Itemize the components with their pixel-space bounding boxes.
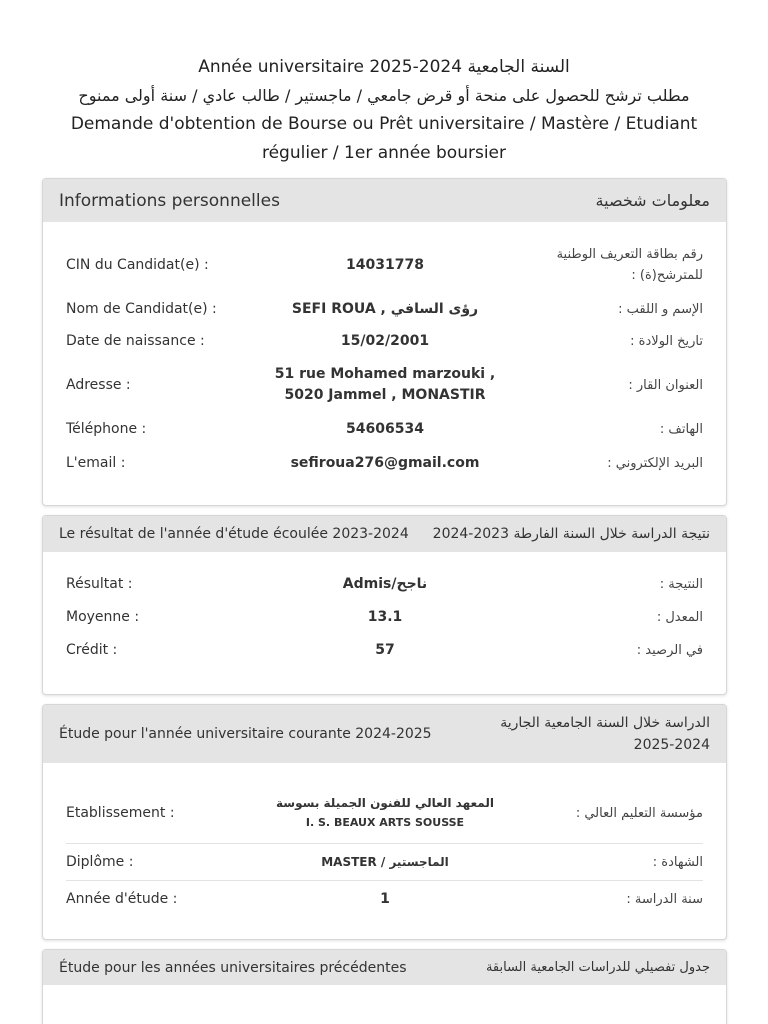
name-label: Nom de Candidat(e) : bbox=[66, 301, 217, 317]
current-year-header bbox=[43, 705, 726, 763]
result-label-ar: النتيجة : bbox=[659, 576, 703, 592]
credit-value: 57 bbox=[375, 641, 395, 658]
birthdate-value: 15/02/2001 bbox=[340, 332, 430, 349]
current-year-title-fr: Étude pour l'année universitaire courante 2024-2025 bbox=[59, 726, 432, 742]
result-header bbox=[43, 516, 726, 552]
diploma-label: Diplôme : bbox=[66, 854, 134, 870]
result-label: Résultat : bbox=[66, 576, 133, 592]
personal-info-header bbox=[43, 179, 726, 222]
average-label-ar: المعدل : bbox=[656, 609, 703, 625]
address-value: 51 rue Mohamed marzouki , 5020 Jammel , MONASTIR bbox=[274, 366, 496, 403]
phone-label: Téléphone : bbox=[66, 421, 147, 437]
study-year-label-ar: سنة الدراسة : bbox=[626, 891, 703, 907]
credit-label-ar: في الرصيد : bbox=[636, 642, 703, 658]
average-value: 13.1 bbox=[367, 608, 403, 625]
result-title-fr: Le résultat de l'année d'étude écoulée 2023-2024 bbox=[59, 526, 409, 542]
establishment-name-ar: المعهد العالي للفنون الجميلة بسوسة bbox=[276, 796, 494, 810]
academic-year-title: Année universitaire 2025-2024 السنة الجامعية bbox=[198, 57, 570, 77]
phone-value: 54606534 bbox=[346, 420, 424, 437]
current-year-card bbox=[42, 704, 727, 940]
diploma-label-ar: الشهادة : bbox=[652, 854, 703, 870]
cin-label-ar: رقم بطاقة التعريف الوطنية للمترشح(ة) : bbox=[556, 247, 703, 283]
address-label: Adresse : bbox=[66, 377, 131, 393]
credit-label: Crédit : bbox=[66, 642, 118, 658]
establishment-label-ar: مؤسسة التعليم العالي : bbox=[575, 805, 703, 821]
cin-label: CIN du Candidat(e) : bbox=[66, 257, 209, 273]
request-title-fr: Demande d'obtention de Bourse ou Prêt universitaire / Mastère / Etudiant régulier / 1er année boursier bbox=[70, 114, 698, 163]
birthdate-label: Date de naissance : bbox=[66, 333, 205, 349]
birthdate-label-ar: تاريخ الولادة : bbox=[630, 333, 703, 349]
result-value: Admis/ناجح bbox=[342, 575, 428, 592]
previous-years-header bbox=[43, 950, 726, 985]
result-card bbox=[42, 515, 727, 695]
previous-years-title-fr: Étude pour les années universitaires précédentes bbox=[59, 959, 407, 976]
result-title-ar: نتيجة الدراسة خلال السنة الفارطة 2023-2024 bbox=[432, 526, 710, 542]
personal-info-title-ar: معلومات شخصية bbox=[595, 191, 710, 210]
personal-info-title-fr: Informations personnelles bbox=[59, 190, 280, 211]
personal-info-card bbox=[42, 178, 727, 506]
previous-years-title-ar: جدول تفصيلي للدراسات الجامعية السابقة bbox=[485, 960, 710, 975]
email-value: sefiroua276@gmail.com bbox=[290, 454, 480, 471]
name-value: SEFI ROUA , رؤى السافي bbox=[291, 300, 479, 317]
divider bbox=[66, 880, 703, 881]
phone-label-ar: الهاتف : bbox=[659, 421, 703, 437]
establishment-value bbox=[253, 793, 517, 833]
name-label-ar: الإسم و اللقب : bbox=[618, 301, 703, 317]
previous-years-card bbox=[42, 949, 727, 1024]
email-label: L'email : bbox=[66, 455, 126, 471]
email-label-ar: البريد الإلكتروني : bbox=[607, 455, 703, 471]
current-year-title-ar: الدراسة خلال السنة الجامعية الجارية 2024-2025 bbox=[500, 715, 710, 753]
average-label: Moyenne : bbox=[66, 609, 140, 625]
establishment-name-fr: I. S. BEAUX ARTS SOUSSE bbox=[305, 816, 465, 829]
study-year-label: Année d'étude : bbox=[66, 891, 178, 907]
request-title-ar: مطلب ترشح للحصول على منحة أو قرض جامعي / ماجستير / طالب عادي / سنة أولى ممنوح bbox=[78, 86, 690, 105]
diploma-value: MASTER / الماجستير bbox=[321, 854, 449, 869]
address-label-ar: العنوان القار : bbox=[628, 377, 703, 393]
divider bbox=[66, 843, 703, 844]
establishment-label: Etablissement : bbox=[66, 805, 175, 821]
page-header bbox=[0, 0, 768, 168]
study-year-value: 1 bbox=[380, 890, 390, 907]
cin-value: 14031778 bbox=[346, 256, 424, 273]
